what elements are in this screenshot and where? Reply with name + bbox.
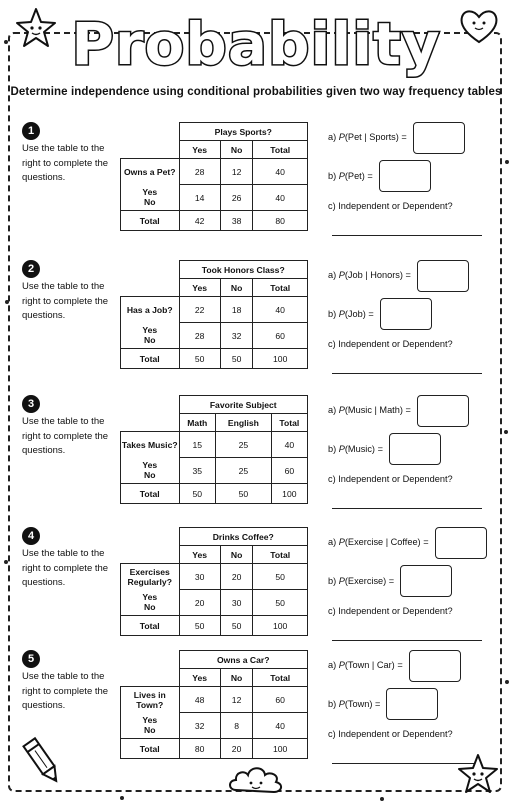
- table-cell: 20: [179, 590, 220, 616]
- question-a-label: a) P(Job | Honors) =: [328, 270, 411, 280]
- table-col-label: Total: [253, 141, 308, 159]
- table-cell: 100: [253, 616, 308, 636]
- table-column-header: Drinks Coffee?: [179, 528, 308, 546]
- yes-label: Yes: [142, 460, 158, 471]
- decorative-dot: [5, 300, 9, 304]
- table-row-header: Lives in Town?: [121, 687, 180, 713]
- table-column-header: Owns a Car?: [179, 651, 308, 669]
- question-b-label: b) P(Job) =: [328, 309, 374, 319]
- table-col-label: Yes: [179, 546, 220, 564]
- table-col-label: No: [220, 546, 253, 564]
- table-cell: 80: [253, 211, 308, 231]
- question-c-label: c) Independent or Dependent?: [328, 474, 453, 484]
- table-col-label: Total: [253, 669, 308, 687]
- yes-label: Yes: [142, 187, 158, 198]
- table-cell: 60: [253, 323, 308, 349]
- table-cell: 15: [179, 432, 216, 458]
- question-c-label: c) Independent or Dependent?: [328, 339, 453, 349]
- table-cell: 100: [271, 484, 307, 504]
- question-c-label: c) Independent or Dependent?: [328, 201, 453, 211]
- table-col-label: Total: [253, 546, 308, 564]
- table-cell: 40: [271, 432, 307, 458]
- table-cell: 100: [253, 739, 308, 759]
- table-row-header: [121, 185, 180, 211]
- frequency-table: [120, 260, 308, 369]
- question-a-label: a) P(Town | Car) =: [328, 660, 403, 670]
- table-row-header: Takes Music?: [121, 432, 180, 458]
- table-col-label: Total: [253, 279, 308, 297]
- table-col-label: No: [220, 669, 253, 687]
- table-cell: 80: [179, 739, 220, 759]
- table-column-header: Plays Sports?: [179, 123, 308, 141]
- no-label: No: [144, 470, 156, 481]
- smiling-cloud-icon: [226, 762, 286, 796]
- instructions-text: Use the table to the right to complete the questions.: [22, 548, 109, 588]
- table-cell: 12: [220, 687, 253, 713]
- question-number: 2: [22, 260, 40, 278]
- instructions-text: Use the table to the right to complete the questions.: [22, 416, 109, 456]
- table-cell: 50: [179, 484, 216, 504]
- answer-box-a[interactable]: [417, 260, 469, 292]
- table-cell: 42: [179, 211, 220, 231]
- table-row-header: Total: [121, 211, 180, 231]
- yes-label: Yes: [142, 325, 158, 336]
- table-row-header: Exercises Regularly?: [121, 564, 180, 590]
- table-cell: 14: [179, 185, 220, 211]
- answer-box-a[interactable]: [413, 122, 465, 154]
- smiling-star-icon: [456, 752, 500, 796]
- table-col-label: Yes: [179, 141, 220, 159]
- table-row-header: Has a Job?: [121, 297, 180, 323]
- table-cell: 30: [220, 590, 253, 616]
- table-col-label: Math: [179, 414, 216, 432]
- table-corner: [121, 528, 180, 564]
- table-cell: 100: [253, 349, 308, 369]
- table-cell: 50: [216, 484, 272, 504]
- table-cell: 22: [179, 297, 220, 323]
- question-number: 4: [22, 527, 40, 545]
- table-cell: 25: [216, 432, 272, 458]
- frequency-table: [120, 527, 308, 636]
- table-cell: 50: [179, 349, 220, 369]
- table-cell: 40: [253, 159, 308, 185]
- table-corner: [121, 396, 180, 432]
- table-cell: 40: [253, 185, 308, 211]
- table-row-header: Total: [121, 484, 180, 504]
- table-cell: 35: [179, 458, 216, 484]
- table-cell: 38: [220, 211, 253, 231]
- answer-line-c[interactable]: [332, 640, 482, 641]
- question-a-label: a) P(Music | Math) =: [328, 405, 411, 415]
- question-b-label: b) P(Pet) =: [328, 171, 373, 181]
- question-block-3: [22, 395, 492, 525]
- smiling-heart-icon: [458, 6, 500, 46]
- table-cell: 50: [253, 564, 308, 590]
- table-cell: 50: [220, 349, 253, 369]
- table-corner: [121, 651, 180, 687]
- table-cell: 12: [220, 159, 253, 185]
- table-cell: 26: [220, 185, 253, 211]
- table-row-header: Total: [121, 616, 180, 636]
- table-corner: [121, 261, 180, 297]
- no-label: No: [144, 335, 156, 346]
- decorative-dot: [4, 40, 8, 44]
- table-corner: [121, 123, 180, 159]
- question-number: 5: [22, 650, 40, 668]
- no-label: No: [144, 197, 156, 208]
- question-b-label: b) P(Town) =: [328, 699, 381, 709]
- pencil-icon: [20, 736, 66, 788]
- question-a-label: a) P(Exercise | Coffee) =: [328, 537, 429, 547]
- no-label: No: [144, 725, 156, 736]
- table-row-header: [121, 323, 180, 349]
- table-cell: 40: [253, 713, 308, 739]
- table-col-label: No: [220, 141, 253, 159]
- answer-box-a[interactable]: [417, 395, 469, 427]
- table-row-header: [121, 590, 180, 616]
- answer-box-b[interactable]: [380, 298, 432, 330]
- table-column-header: Favorite Subject: [179, 396, 308, 414]
- table-cell: 8: [220, 713, 253, 739]
- decorative-dot: [505, 680, 509, 684]
- table-cell: 20: [220, 739, 253, 759]
- instructions-text: Use the table to the right to complete the questions.: [22, 671, 109, 711]
- instructions-text: Use the table to the right to complete the questions.: [22, 143, 109, 183]
- table-cell: 50: [253, 590, 308, 616]
- answer-line-c[interactable]: [332, 373, 482, 374]
- frequency-table: [120, 650, 308, 759]
- decorative-dot: [505, 160, 509, 164]
- table-col-label: English: [216, 414, 272, 432]
- table-cell: 20: [220, 564, 253, 590]
- no-label: No: [144, 602, 156, 613]
- table-col-label: No: [220, 279, 253, 297]
- table-col-label: Total: [271, 414, 307, 432]
- table-cell: 50: [220, 616, 253, 636]
- table-cell: 60: [253, 687, 308, 713]
- question-block-4: [22, 527, 492, 657]
- decorative-dot: [120, 796, 124, 800]
- decorative-dot: [4, 560, 8, 564]
- table-col-label: Yes: [179, 669, 220, 687]
- table-cell: 32: [220, 323, 253, 349]
- question-number: 3: [22, 395, 40, 413]
- question-a-label: a) P(Pet | Sports) =: [328, 132, 407, 142]
- table-cell: 60: [271, 458, 307, 484]
- decorative-dot: [380, 797, 384, 801]
- frequency-table: [120, 395, 308, 504]
- table-col-label: Yes: [179, 279, 220, 297]
- question-number: 1: [22, 122, 40, 140]
- answer-line-c[interactable]: [332, 235, 482, 236]
- answer-box-b[interactable]: [400, 565, 452, 597]
- answer-box-a[interactable]: [435, 527, 487, 559]
- table-cell: 28: [179, 323, 220, 349]
- instructions-text: Use the table to the right to complete the questions.: [22, 281, 109, 321]
- decorative-dot: [504, 430, 508, 434]
- question-c-label: c) Independent or Dependent?: [328, 606, 453, 616]
- table-row-header: Total: [121, 349, 180, 369]
- answer-line-c[interactable]: [332, 508, 482, 509]
- frequency-table: [120, 122, 308, 231]
- table-row-header: Owns a Pet?: [121, 159, 180, 185]
- question-block-5: [22, 650, 492, 780]
- table-row-header: [121, 713, 180, 739]
- question-b-label: b) P(Music) =: [328, 444, 383, 454]
- table-row-header: [121, 458, 180, 484]
- title: [70, 4, 442, 82]
- svg-text:Probability: Probability: [71, 10, 441, 78]
- table-column-header: Took Honors Class?: [179, 261, 308, 279]
- yes-label: Yes: [142, 592, 158, 603]
- answer-box-a[interactable]: [409, 650, 461, 682]
- question-b-label: b) P(Exercise) =: [328, 576, 395, 586]
- table-cell: 18: [220, 297, 253, 323]
- yes-label: Yes: [142, 715, 158, 726]
- table-row-header: Total: [121, 739, 180, 759]
- answer-box-b[interactable]: [389, 433, 441, 465]
- answer-box-b[interactable]: [386, 688, 438, 720]
- table-cell: 48: [179, 687, 220, 713]
- table-cell: 32: [179, 713, 220, 739]
- smiling-star-icon: [14, 6, 58, 50]
- table-cell: 28: [179, 159, 220, 185]
- subtitle: Determine independence using conditional probabilities given two way frequency tables: [10, 86, 502, 98]
- question-block-2: [22, 260, 492, 390]
- table-cell: 40: [253, 297, 308, 323]
- question-block-1: [22, 122, 492, 252]
- table-cell: 50: [179, 616, 220, 636]
- question-c-label: c) Independent or Dependent?: [328, 729, 453, 739]
- table-cell: 30: [179, 564, 220, 590]
- table-cell: 25: [216, 458, 272, 484]
- answer-box-b[interactable]: [379, 160, 431, 192]
